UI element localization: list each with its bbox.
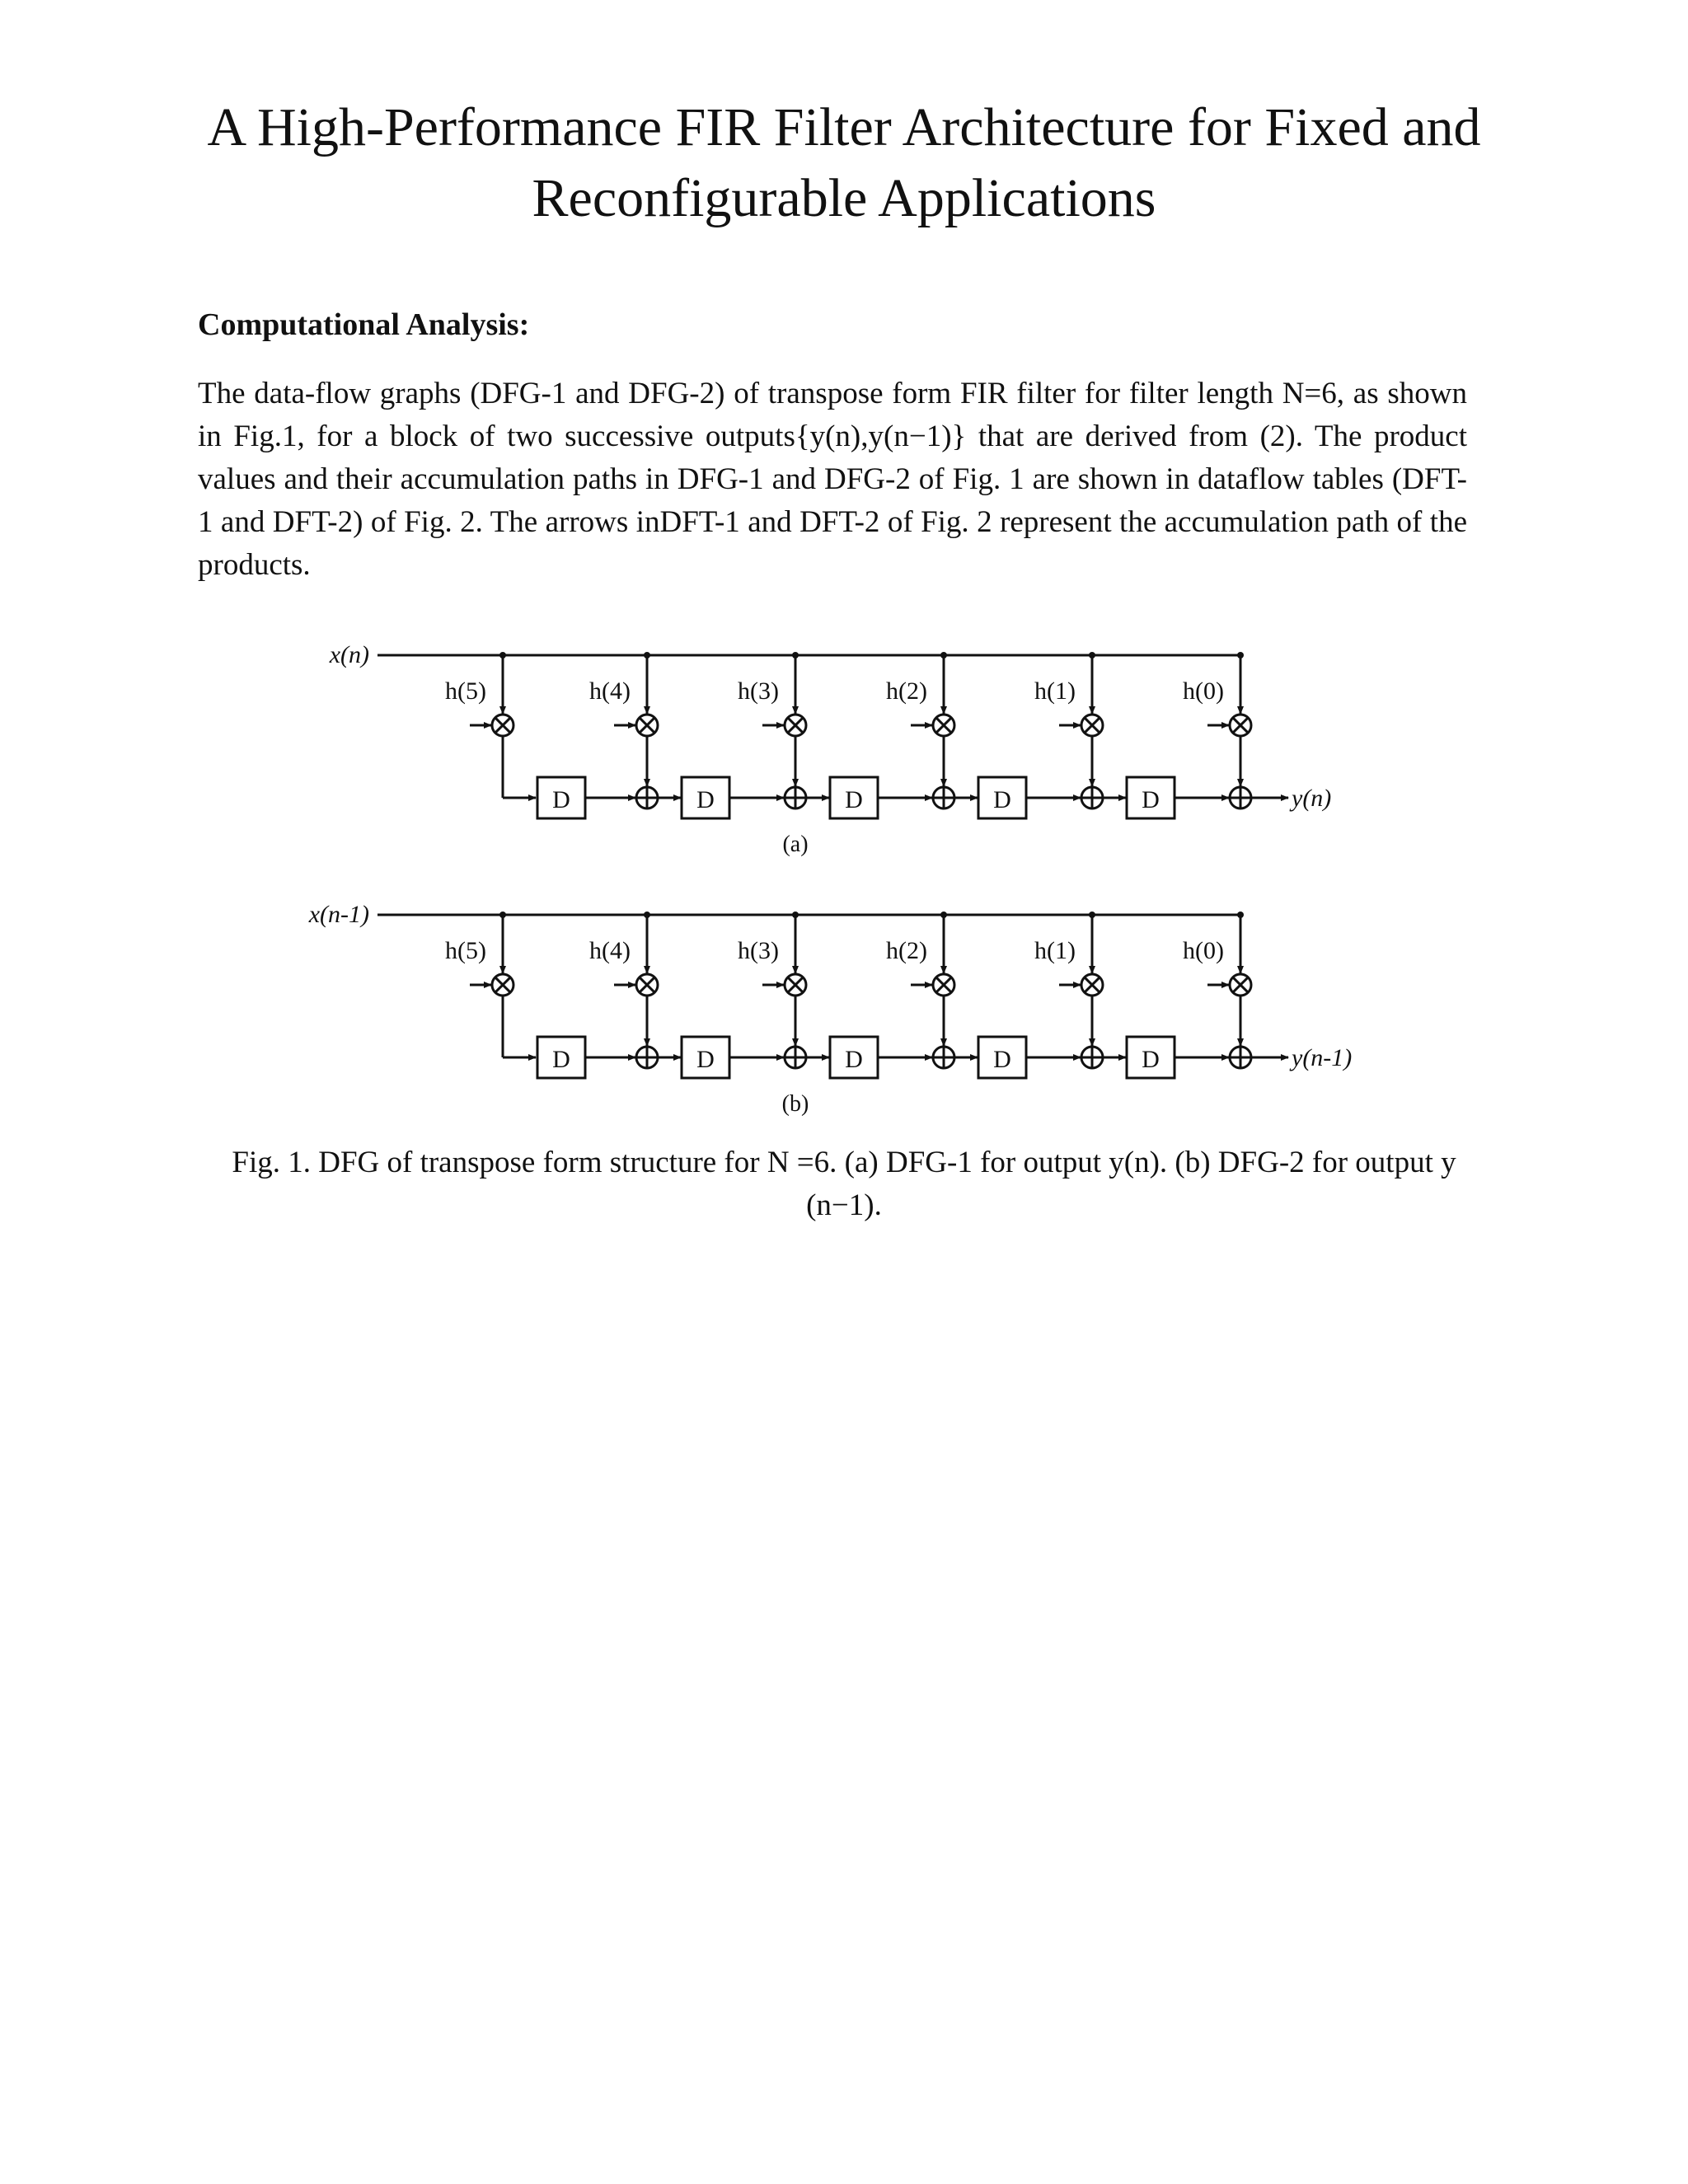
graph_b-coefficient-label: h(1) bbox=[1034, 937, 1076, 964]
graph_a-delay-label: D bbox=[993, 786, 1011, 813]
graph_b-coefficient-label: h(5) bbox=[445, 937, 486, 964]
graph_a-input-label: x(n) bbox=[329, 641, 369, 668]
graph_a-delay-label: D bbox=[552, 786, 570, 813]
graph_b-delay-label: D bbox=[696, 1046, 715, 1073]
graph_a-coefficient-label: h(5) bbox=[445, 677, 486, 705]
graph_b-coefficient-label: h(2) bbox=[886, 937, 927, 964]
graph_b-output-label: y(n-1) bbox=[1292, 1044, 1353, 1071]
graph_a-coefficient-label: h(1) bbox=[1034, 677, 1076, 705]
graph_b-delay-label: D bbox=[1142, 1046, 1160, 1073]
graph_a-delay-label: D bbox=[1142, 786, 1160, 813]
graph_a-coefficient-label: h(4) bbox=[589, 677, 631, 705]
section-heading: Computational Analysis: bbox=[198, 307, 530, 342]
graph_b-coefficient-label: h(4) bbox=[589, 937, 631, 964]
graph_a-coefficient-label: h(3) bbox=[738, 677, 779, 705]
graph_a-coefficient-label: h(0) bbox=[1183, 677, 1224, 705]
figure-dfg bbox=[297, 626, 1401, 1121]
body-paragraph: The data-flow graphs (DFG-1 and DFG-2) of transpose form FIR filter for filter length N=6, as shown in Fig.1, for a block of two successive outputs{y(n),y(n−1)} that are derived from (2). The product values and their accumulation paths in DFG-1 and DFG-2 of Fig. 1 are shown in dataflow tables (DFT-1 and DFT-2) of Fig. 2. The arrows inDFT-1 and DFT-2 of Fig. 2 represent the accumulation path of the products. bbox=[198, 377, 1467, 582]
graph_a-delay-label: D bbox=[845, 786, 863, 813]
graph_a-output-label: y(n) bbox=[1292, 785, 1332, 812]
graph_b-delay-label: D bbox=[552, 1046, 570, 1073]
graph_a-delay-label: D bbox=[696, 786, 715, 813]
graph_b-input-label: x(n-1) bbox=[308, 901, 369, 928]
graph_b-delay-label: D bbox=[845, 1046, 863, 1073]
graph_a-sublabel: (a) bbox=[782, 832, 809, 857]
graph_b-sublabel: (b) bbox=[781, 1091, 809, 1117]
paper-title: A High-Performance FIR Filter Architecture for Fixed and Reconfigurable Applications bbox=[207, 97, 1481, 228]
dfg-diagram bbox=[297, 626, 1401, 1121]
graph_b-delay-label: D bbox=[993, 1046, 1011, 1073]
figure-caption: Fig. 1. DFG of transpose form structure for N =6. (a) DFG-1 for output y(n). (b) DFG-2 for output y (n−1). bbox=[232, 1146, 1456, 1222]
graph_b-coefficient-label: h(3) bbox=[738, 937, 779, 964]
graph_a-coefficient-label: h(2) bbox=[886, 677, 927, 705]
graph_b-coefficient-label: h(0) bbox=[1183, 937, 1224, 964]
